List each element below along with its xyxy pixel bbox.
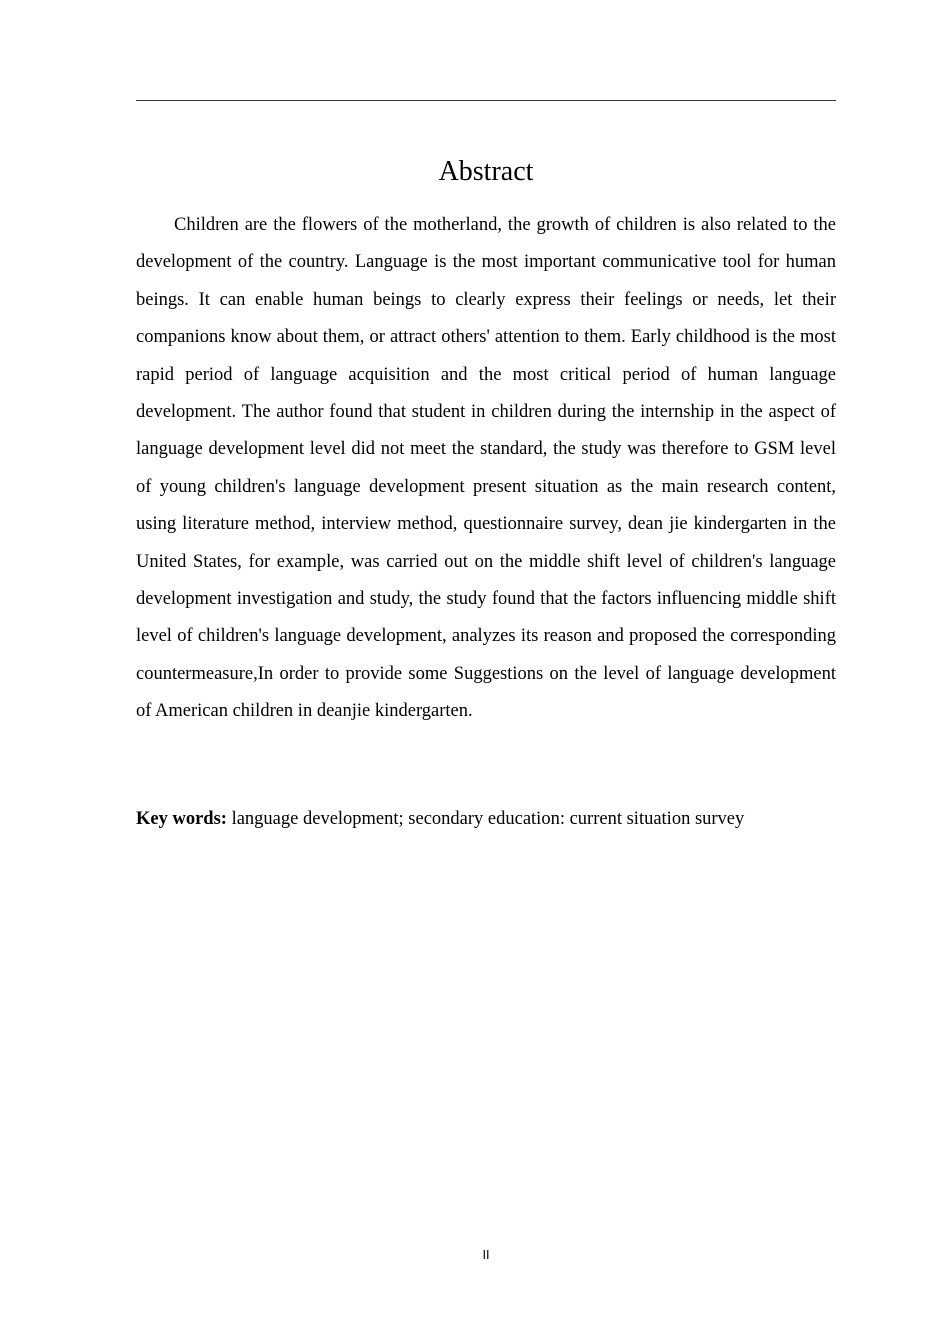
abstract-body: Children are the flowers of the motherland, the growth of children is also related to the development of the country. Language is the most important communicative tool for human beings. It can enable human beings to clearly express their feelings or needs, let their companions know about them, or attract others' attention to them. Early childhood is the most rapid period of language acquisition and the most critical period of human language development. The author found that student in children during the internship in the aspect of language development level did not meet the standard, the study was therefore to GSM level of young children's language development present situation as the main research content, using literature method, interview method, questionnaire survey, dean jie kindergarten in the United States, for example, was carried out on the middle shift level of children's language development investigation and study, the study found that the factors influencing middle shift level of children's language development, analyzes its reason and proposed the corresponding countermeasure,In order to provide some Suggestions on the level of language development of American children in deanjie kindergarten. <box>136 215 836 722</box>
page-number: II <box>482 1248 490 1262</box>
keywords-line <box>136 801 836 838</box>
keywords-text: language development; secondary education: current situation survey <box>226 809 745 829</box>
keywords-label: Key words: <box>136 809 227 829</box>
header-rule <box>136 100 836 101</box>
abstract-title: Abstract <box>438 156 534 187</box>
